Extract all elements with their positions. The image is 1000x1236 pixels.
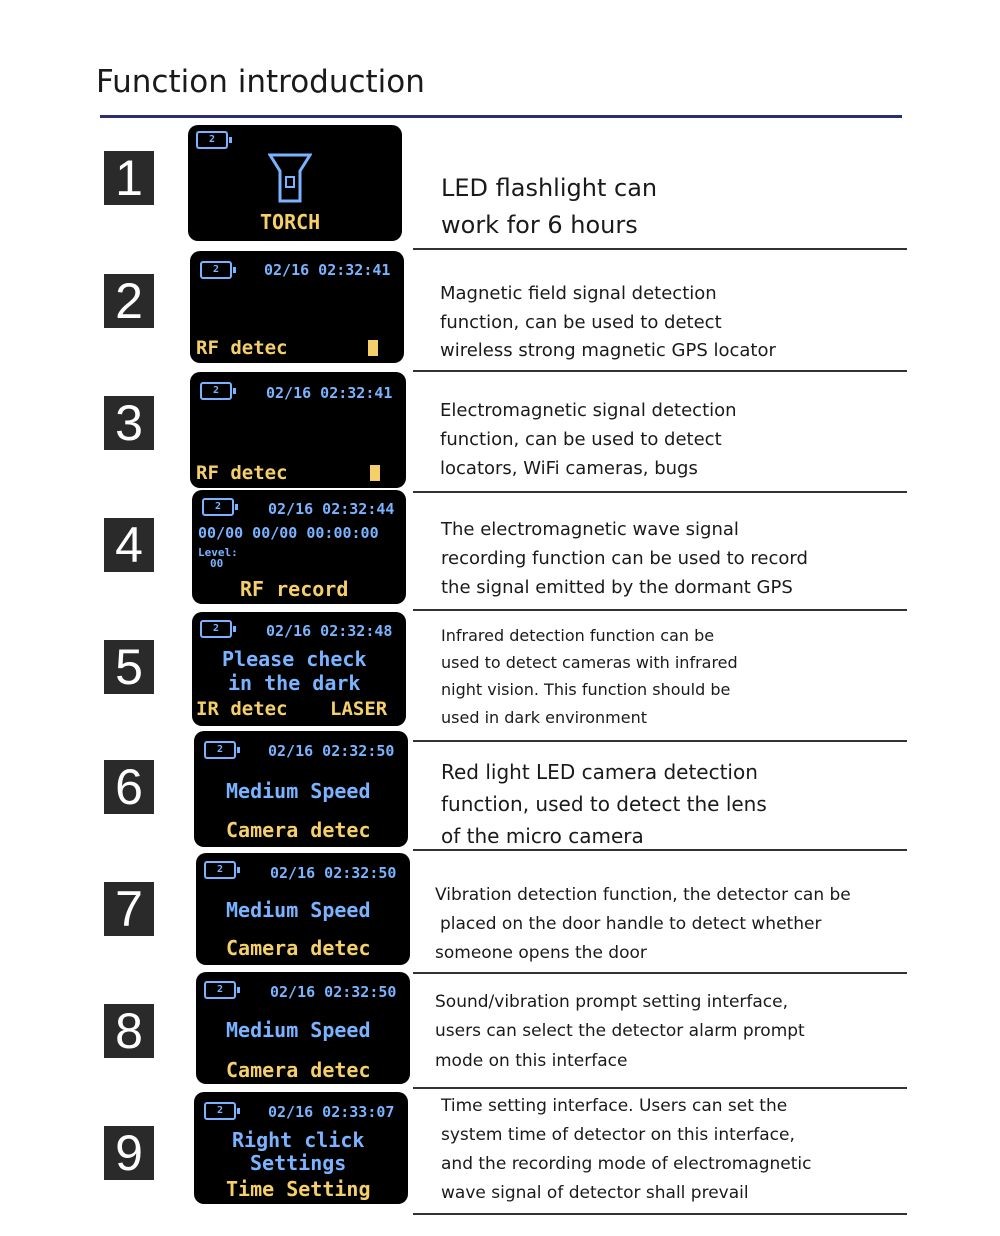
desc-line: the signal emitted by the dormant GPS [441,577,793,598]
device-screen-7 [196,853,410,965]
desc-line: Infrared detection function can be [441,626,715,645]
mode-label: RF detec [196,337,288,359]
speed-label: Medium Speed [226,898,371,922]
device-screen-6 [194,731,408,847]
mode-label: Camera detec [226,1058,371,1082]
desc-line: function, used to detect the lens [441,792,767,816]
laser-label: LASER [330,698,388,720]
screen-message-2: Settings [250,1151,347,1175]
mode-label: RF record [240,577,349,601]
signal-bar-icon [368,340,378,356]
screen-message-1: Right click [232,1128,365,1152]
desc-line: mode on this interface [435,1051,628,1071]
desc-line: wireless strong magnetic GPS locator [440,340,776,361]
desc-line: function, can be used to detect [440,312,722,333]
device-screen-3 [190,372,406,488]
page-title: Function introduction [96,64,425,100]
battery-icon: 2 [200,620,232,638]
battery-icon: 2 [200,261,232,279]
desc-line: system time of detector on this interface, [441,1125,795,1145]
device-screen-2 [190,251,404,363]
desc-line: Time setting interface. Users can set the [441,1096,788,1116]
battery-icon: 2 [200,382,232,400]
row-divider [413,740,907,742]
row-divider [413,849,907,851]
desc-line: Magnetic field signal detection [440,283,717,304]
datetime: 02/16 02:33:07 [268,1103,395,1121]
battery-icon: 2 [204,861,236,879]
mode-label: Camera detec [226,818,371,842]
desc-line: Red light LED camera detection [441,760,758,784]
desc-line: wave signal of detector shall prevail [441,1183,749,1203]
desc-line: The electromagnetic wave signal [441,519,739,540]
desc-line: users can select the detector alarm prompt [435,1021,805,1041]
num-badge-5: 5 [104,640,154,694]
record-counters: 00/00 00/00 00:00:00 [198,524,379,542]
desc-line: LED flashlight can [441,174,658,202]
mode-label: IR detec [196,698,288,720]
level-value: 00 [210,557,224,570]
screen-message-1: Please check [222,647,367,671]
datetime: 02/16 02:32:44 [268,500,395,518]
datetime: 02/16 02:32:50 [270,864,397,882]
row-divider [413,1213,907,1215]
num-badge-4: 4 [104,518,154,572]
device-screen-4 [192,490,406,604]
desc-line: used to detect cameras with infrared [441,653,738,672]
desc-line: function, can be used to detect [440,429,722,450]
speed-label: Medium Speed [226,1018,371,1042]
desc-line: Electromagnetic signal detection [440,400,737,421]
mode-label: Camera detec [226,936,371,960]
battery-icon: 2 [202,498,234,516]
num-badge-6: 6 [104,760,154,814]
battery-icon: 2 [204,981,236,999]
device-screen-1 [188,125,402,241]
device-screen-9 [194,1092,408,1204]
device-screen-5 [192,612,406,726]
mode-label: Time Setting [226,1177,371,1201]
row-divider [413,1087,907,1089]
device-screen-8 [196,972,410,1084]
desc-line: night vision. This function should be [441,680,731,699]
signal-bar-icon [370,465,380,481]
datetime: 02/16 02:32:50 [268,742,395,760]
flashlight-icon [268,153,312,209]
datetime: 02/16 02:32:41 [266,384,393,402]
num-badge-2: 2 [104,274,154,328]
desc-line: of the micro camera [441,824,644,848]
datetime: 02/16 02:32:41 [264,261,391,279]
desc-line: recording function can be used to record [441,548,808,569]
num-badge-1: 1 [104,151,154,205]
desc-line: Sound/vibration prompt setting interface, [435,992,788,1012]
row-divider [413,248,907,250]
battery-icon: 2 [196,131,228,149]
screen-message-2: in the dark [228,671,361,695]
title-divider [100,115,902,118]
desc-line: and the recording mode of electromagnetic [441,1154,812,1174]
desc-line: locators, WiFi cameras, bugs [440,458,698,479]
desc-line: work for 6 hours [441,211,638,239]
datetime: 02/16 02:32:50 [270,983,397,1001]
row-divider [413,370,907,372]
datetime: 02/16 02:32:48 [266,622,393,640]
num-badge-3: 3 [104,396,154,450]
desc-line: Vibration detection function, the detector can be [435,885,851,905]
desc-line: used in dark environment [441,708,648,727]
screen-label: TORCH [260,210,321,234]
row-divider [413,491,907,493]
desc-line: someone opens the door [435,943,647,963]
battery-icon: 2 [204,741,236,759]
speed-label: Medium Speed [226,779,371,803]
num-badge-8: 8 [104,1004,154,1058]
battery-icon: 2 [204,1102,236,1120]
num-badge-7: 7 [104,882,154,936]
row-divider [413,972,907,974]
row-divider [413,609,907,611]
num-badge-9: 9 [104,1126,154,1180]
level-label: Level: [198,546,238,559]
mode-label: RF detec [196,462,288,484]
desc-line: placed on the door handle to detect whether [440,914,822,934]
